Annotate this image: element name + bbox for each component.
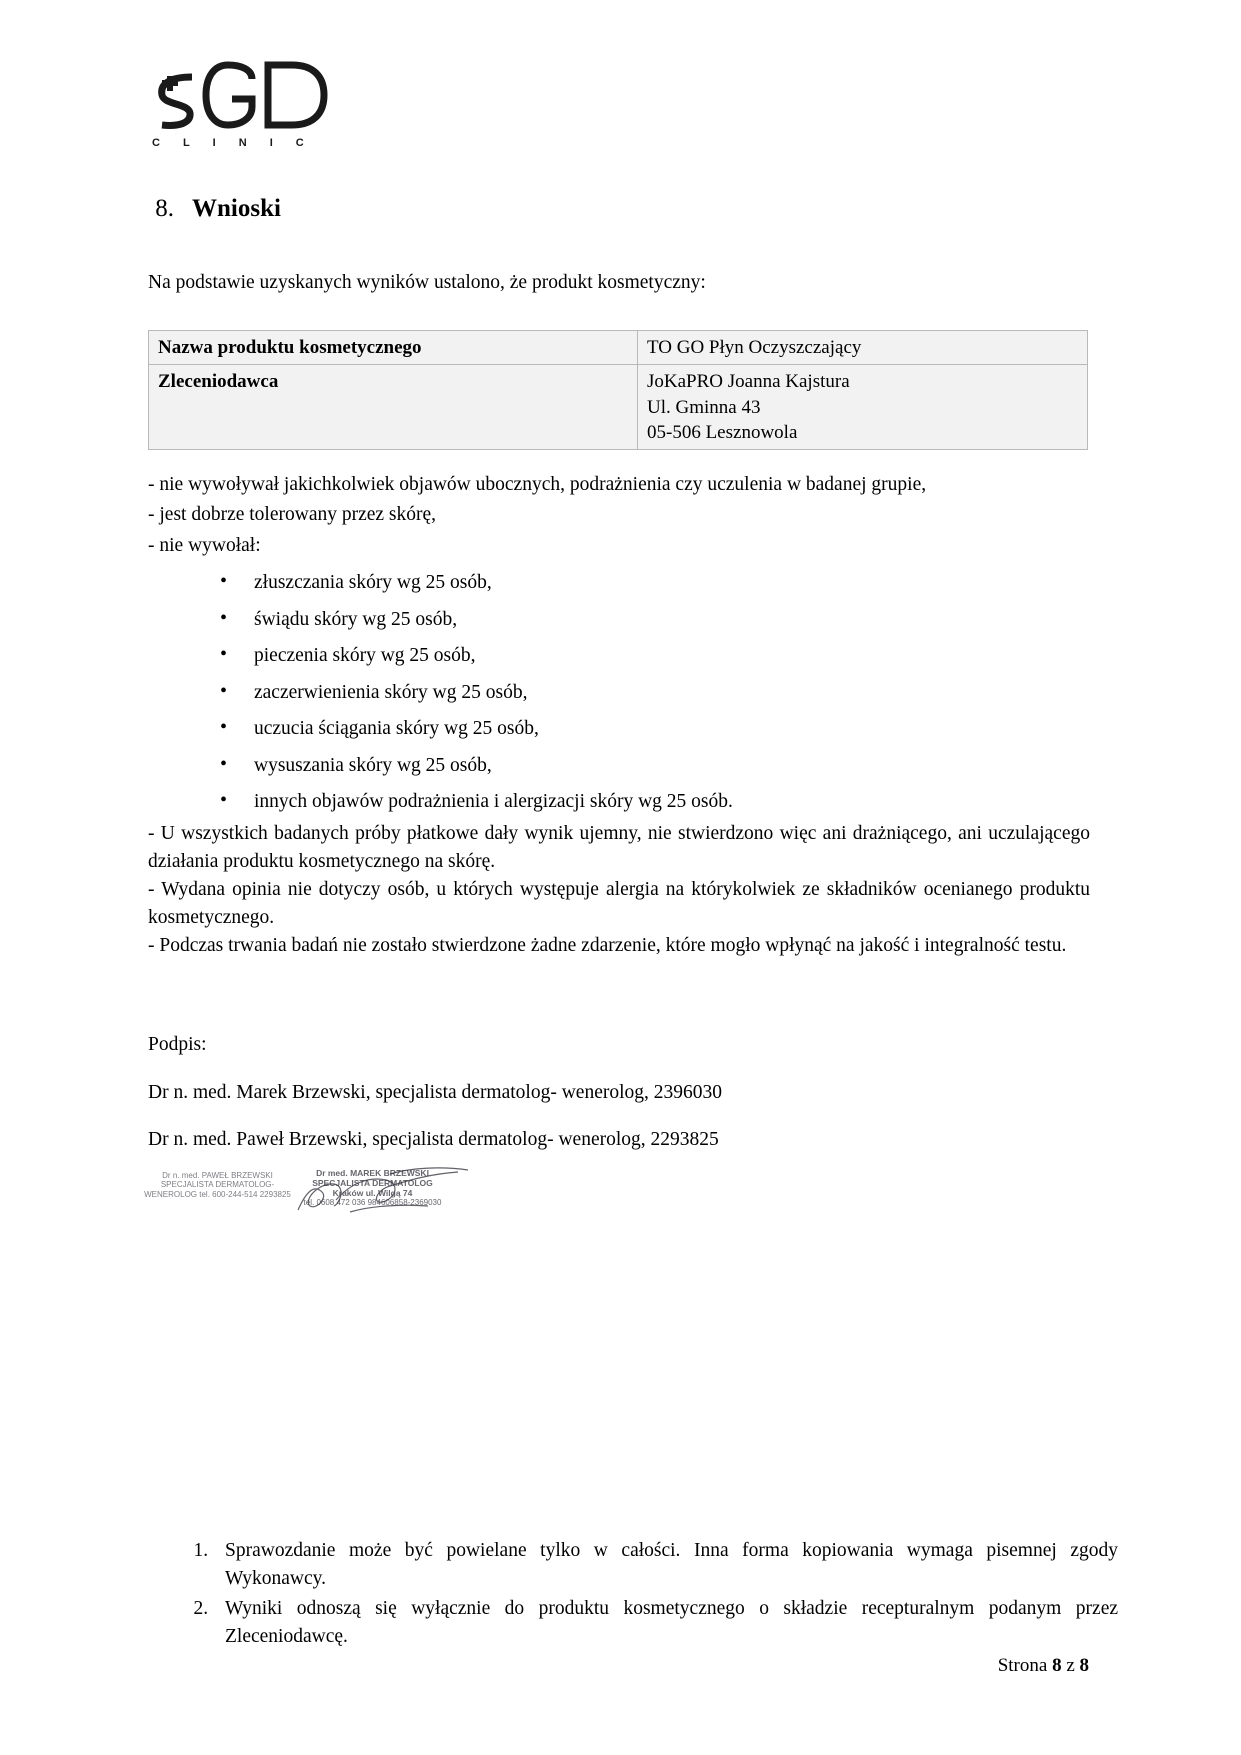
table-cell-value [638,365,1088,450]
findings-line: - nie wywoływał jakichkolwiek objawów ubocznych, podrażnienia czy uczulenia w badanej grupie, [148,474,927,495]
table-cell-label: Zleceniodawca [149,365,638,450]
sgd-logo-icon [148,55,348,135]
list-item: • wysuszania skóry wg 25 osób, [220,756,1120,776]
logo [148,55,348,160]
stamp-specialty: SPECJALISTA DERMATOLOG [312,1178,433,1189]
paragraph: - Wydana opinia nie dotyczy osób, u których występuje alergia na którykolwiek ze składników ocenianego produktu kosmetycznego. [148,878,1090,928]
findings-line: - nie wywołał: [148,534,261,556]
page-current: 8 [1052,1655,1062,1676]
handwritten-signature-icon [290,1166,480,1232]
table-cell-label: Nazwa produktu kosmetycznego [149,331,638,365]
page-separator: z [1066,1655,1075,1676]
paragraph: - U wszystkich badanych próby płatkowe dały wynik ujemny, nie stwierdzono więc ani drażniącego, ani uczulającego działania produktu kosmetycznego na skórę. [148,823,1090,872]
stamp-pawel-brzewski: Dr n. med. PAWEŁ BRZEWSKI SPECJALISTA DERMATOLOG-WENEROLOG tel. 600-244-514 2293825 [144,1171,291,1199]
product-info-table [148,330,1088,450]
section-title: Wnioski [192,195,281,222]
page-total: 8 [1079,1655,1089,1676]
conclusion-paragraphs [148,820,1090,959]
list-item: 2. Wyniki odnoszą się wyłącznie do produktu kosmetycznego o składzie recepturalnym podanym przez Zleceniodawcę. [213,1595,1118,1650]
page-number [998,1655,1089,1677]
list-item: • świądu skóry wg 25 osób, [220,610,1120,630]
value-line: Ul. Gminna 43 [647,396,761,418]
table-row [149,365,1088,450]
list-item: • zaczerwienienia skóry wg 25 osób, [220,683,1120,703]
table-row [149,331,1088,365]
findings-intro-lines [148,470,1098,561]
footer-notes-list [185,1537,1118,1654]
signature-doctor-1: Dr n. med. Marek Brzewski, specjalista dermatolog- wenerolog, 2396030 [148,1081,723,1103]
list-item: • pieczenia skóry wg 25 osób, [220,646,1120,666]
value-line: 05-506 Lesznowola [647,421,798,443]
section-number: 8. [155,195,174,222]
findings-bullet-list [185,573,1120,829]
stamp-name: Dr med. MAREK BRZEWSKI [316,1168,429,1178]
list-item: • złuszczania skóry wg 25 osób, [220,573,1120,593]
value-line: JoKaPRO Joanna Kajstura [647,371,850,393]
logo-subtitle: C L I N I C [152,137,314,149]
intro-paragraph: Na podstawie uzyskanych wyników ustalono, że produkt kosmetyczny: [148,272,706,293]
paragraph: - Podczas trwania badań nie zostało stwierdzone żadne zdarzenie, które mogło wpłynąć na jakość i integralność testu. [148,934,1067,956]
list-item: • innych objawów podrażnienia i alergizacji skóry wg 25 osób. [220,792,1120,812]
findings-line: - jest dobrze tolerowany przez skórę, [148,504,437,526]
stamp-city: Kraków ul. Wilgą 74 [332,1188,413,1199]
section-heading [148,195,1088,223]
page-prefix: Strona [997,1655,1048,1676]
list-item: 1. Sprawozdanie może być powielane tylko w całości. Inna forma kopiowania wymaga pisemnej zgody Wykonawcy. [213,1537,1118,1592]
signature-block [148,1035,1088,1150]
list-item: • uczucia ściągania skóry wg 25 osób, [220,719,1120,739]
table-cell-value [638,331,1088,365]
value-line: TO GO Płyn Oczyszczający [647,337,862,358]
signature-doctor-2: Dr n. med. Paweł Brzewski, specjalista dermatolog- wenerolog, 2293825 [148,1129,719,1150]
stamp-group [140,1168,500,1238]
stamp-phone: tel. 0608 472 036 984606858-2369030 [303,1198,442,1208]
signature-label: Podpis: [148,1034,207,1055]
